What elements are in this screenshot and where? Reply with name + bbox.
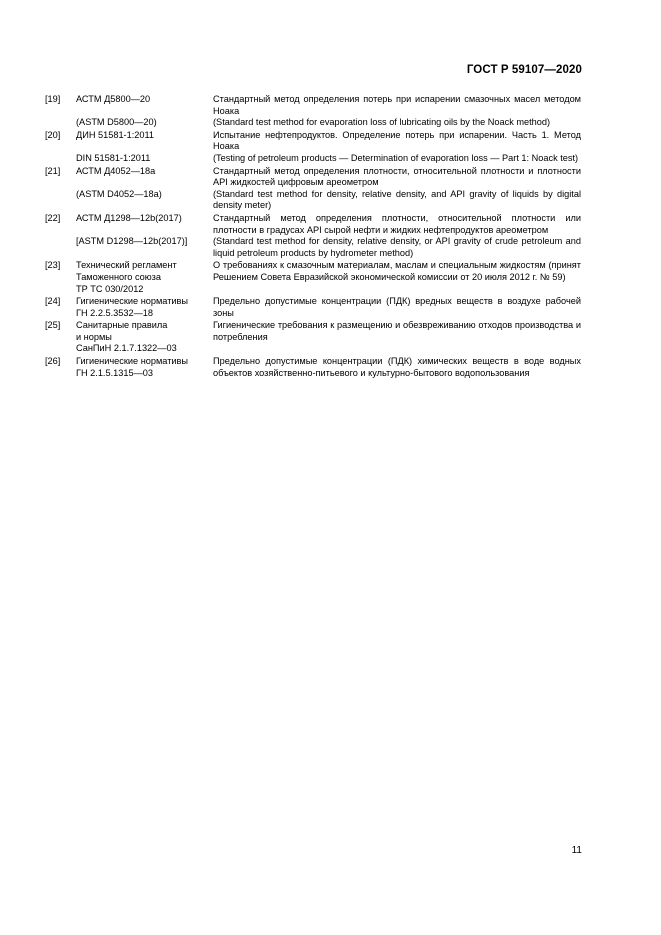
reference-title: Стандартный метод определения плотности, относительной плотности и плотности API жидкостей цифровым ареометром	[213, 165, 581, 188]
reference-title: Испытание нефтепродуктов. Определение потерь при испарении. Часть 1. Метод Ноака	[213, 129, 581, 152]
reference-line	[76, 117, 581, 129]
reference-line	[76, 153, 581, 165]
reference-title: (Testing of petroleum products — Determination of evaporation loss — Part 1: Noack test)	[213, 152, 579, 163]
reference-number: [23]	[45, 260, 61, 271]
reference-number: [22]	[45, 212, 61, 223]
reference-line	[76, 320, 581, 355]
reference-title: О требованиях к смазочным материалам, маслам и специальным жидкостям (принят Решением Совета Евразийской экономической комиссии от 20 июля 2012 г. № 59)	[213, 260, 581, 282]
reference-number: [20]	[45, 129, 61, 140]
reference-26	[45, 356, 581, 379]
reference-title: Стандартный метод определения плотности, относительной плотности или плотности в градусах API сырой нефти и жидких нефтепродуктов ареометром	[213, 212, 581, 235]
bibliography-list	[45, 94, 581, 380]
reference-line	[76, 166, 581, 189]
reference-document: DIN 51581-1:2011	[76, 152, 151, 163]
reference-line	[76, 94, 581, 117]
reference-20	[45, 130, 581, 165]
reference-24	[45, 296, 581, 319]
reference-25	[45, 320, 581, 355]
reference-title: Стандартный метод определения потерь при испарении смазочных масел методом Ноака	[213, 94, 581, 116]
reference-line	[76, 213, 581, 236]
reference-21	[45, 166, 581, 212]
reference-document: Санитарные правила и нормы СанПиН 2.1.7.1322—03	[76, 320, 177, 354]
reference-line	[76, 356, 581, 379]
reference-title: Предельно допустимые концентрации (ПДК) вредных веществ в воздухе рабочей зоны	[213, 296, 581, 318]
reference-number: [19]	[45, 94, 61, 104]
reference-title: Гигиенические требования к размещению и обезвреживанию отходов производства и потребления	[213, 320, 581, 342]
reference-title: (Standard test method for evaporation loss of lubricating oils by the Noack method)	[213, 117, 551, 128]
reference-document: Технический регламент Таможенного союза ТР ТС 030/2012	[76, 260, 177, 294]
reference-title: (Standard test method for density, relative density, or API gravity of crude petroleum and liquid petroleum products by hydrometer method)	[213, 236, 581, 258]
reference-document: ДИН 51581-1:2011	[76, 129, 155, 140]
reference-document: Гигиенические нормативы ГН 2.1.5.1315—03	[76, 356, 189, 378]
reference-title: (Standard test method for density, relative density, and API gravity of liquids by digital density meter)	[213, 188, 581, 211]
reference-line	[76, 236, 581, 259]
reference-document: АСТМ Д1298—12b(2017)	[76, 212, 182, 223]
reference-title: Предельно допустимые концентрации (ПДК) химических веществ в воде водных объектов хозяйственно-питьевого и культурно-бытового водопользования	[213, 356, 581, 378]
reference-document: Гигиенические нормативы ГН 2.2.5.3532—18	[76, 296, 189, 318]
reference-document: (ASTM D4052—18a)	[76, 188, 162, 199]
reference-line	[76, 189, 581, 212]
reference-number: [21]	[45, 165, 61, 176]
reference-22	[45, 213, 581, 259]
reference-23	[45, 260, 581, 295]
reference-number: [24]	[45, 296, 61, 307]
page-number: 11	[571, 845, 582, 856]
reference-number: [25]	[45, 320, 61, 331]
reference-document: (ASTM D5800—20)	[76, 117, 157, 128]
reference-line	[76, 260, 581, 295]
reference-document: [ASTM D1298—12b(2017)]	[76, 236, 188, 247]
reference-document: АСТМ Д4052—18а	[76, 165, 156, 176]
reference-19	[45, 94, 581, 129]
reference-line	[76, 296, 581, 319]
reference-number: [26]	[45, 356, 61, 367]
document-header: ГОСТ Р 59107—2020	[466, 64, 582, 76]
reference-document: АСТМ Д5800—20	[76, 94, 151, 104]
reference-line	[76, 130, 581, 153]
